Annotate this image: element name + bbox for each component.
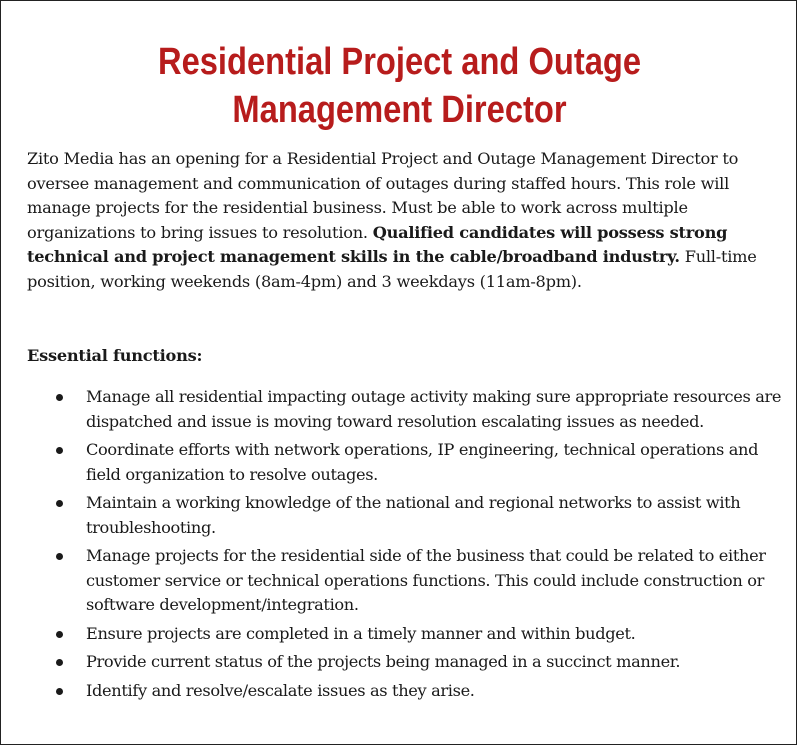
list-item xyxy=(1,679,798,704)
list-item-text: Coordinate efforts with network operations, IP engineering, technical operations and field organization to resolve outages. xyxy=(86,440,759,484)
intro-text: Zito Media has an opening for a Residential Project and Outage Management Director to oversee management and communication of outages during staffed hours. This role will manage projects for the residential business. Must be able to work across multiple organizations to bring issues to resolution. xyxy=(27,149,739,242)
list-item xyxy=(1,491,798,540)
intro-paragraph xyxy=(27,147,779,294)
list-item xyxy=(1,650,798,675)
list-item-text: Provide current status of the projects being managed in a succinct manner. xyxy=(86,652,681,671)
essential-functions-heading: Essential functions: xyxy=(27,346,203,365)
bullet-icon xyxy=(56,394,63,401)
title-line-2: Management Director xyxy=(232,89,567,132)
list-item xyxy=(1,544,798,618)
list-item xyxy=(1,438,798,487)
essential-functions-list xyxy=(1,385,798,707)
list-item xyxy=(1,385,798,434)
intro-text-end: Full-time position, working weekends (8am-4pm) and 3 weekdays (11am-8pm). xyxy=(27,247,757,291)
bullet-icon xyxy=(56,659,63,666)
page-title xyxy=(57,38,742,134)
list-item-text: Ensure projects are completed in a timely manner and within budget. xyxy=(86,623,636,643)
list-item-text: Identify and resolve/escalate issues as they arise. xyxy=(86,680,475,700)
bullet-icon xyxy=(56,553,63,560)
list-item-text: Manage projects for the residential side of the business that could be related to either customer service or technical operations functions. This could include construction or software development/integration. xyxy=(86,546,766,614)
list-item-text: Maintain a working knowledge of the national and regional networks to assist with troubleshooting. xyxy=(86,493,741,537)
title-line-1: Residential Project and Outage xyxy=(157,41,642,84)
bullet-icon xyxy=(56,688,63,695)
bullet-icon xyxy=(56,631,63,638)
list-item xyxy=(1,622,798,647)
intro-bold-text: Qualified candidates will possess strong technical and project management skills in the cable/broadband industry. xyxy=(27,222,728,266)
bullet-icon xyxy=(56,447,63,454)
list-item-text: Manage all residential impacting outage activity making sure appropriate resources are dispatched and issue is moving toward resolution escalating issues as needed. xyxy=(86,387,782,431)
bullet-icon xyxy=(56,500,63,507)
